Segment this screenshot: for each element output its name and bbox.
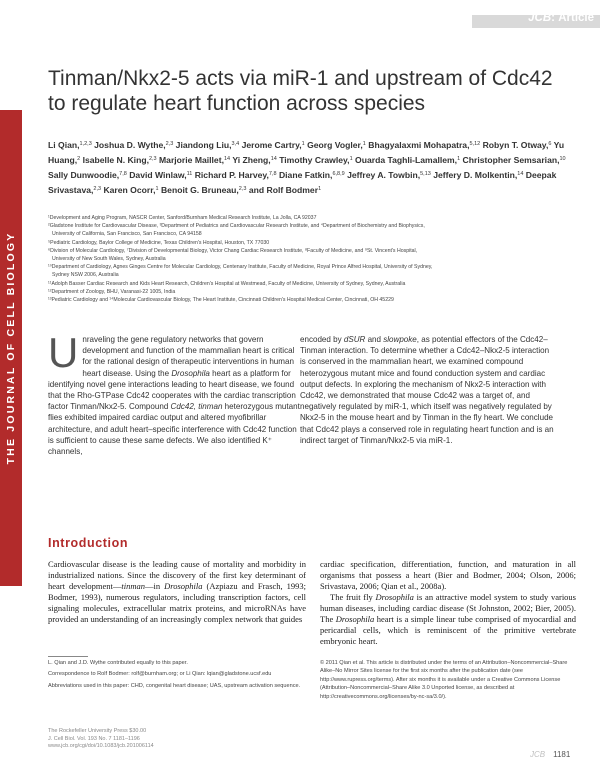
author-name: Isabelle N. King, — [82, 155, 149, 165]
author-affiliation-marker: 5,13 — [420, 171, 431, 177]
author-affiliation-marker: 3,4 — [231, 141, 240, 147]
intro-right-column — [320, 559, 576, 647]
affiliations — [48, 214, 576, 304]
author-name: Deepak Srivastava, — [48, 170, 557, 195]
footnote-abbreviations: Abbreviations used in this paper: CHD, congenital heart disease; UAS, upstream activation sequence. — [48, 682, 301, 689]
author-name: Diane Fatkin, — [278, 170, 333, 180]
author-affiliation-marker: 2,3 — [148, 156, 157, 162]
intro-paragraph: cardiac specification, differentiation, function, and maturation in all organisms that possess a heart (Bier and Bodmer, 2004; Olson, 2006; Srivastava, 2006; Qian et al., 2008a). — [320, 559, 576, 591]
affiliation-line: Sydney NSW 2006, Australia — [52, 272, 119, 279]
author-name: Benoit G. Bruneau, — [160, 185, 239, 195]
author-affiliation-marker: 1 — [457, 156, 461, 162]
author-affiliation-marker: 5,12 — [469, 141, 481, 147]
intro-paragraph — [320, 592, 576, 647]
abstract-dropcap: U — [48, 329, 79, 376]
author-name: Karen Ocorr, — [103, 185, 156, 195]
body-species: Drosophila — [335, 614, 375, 624]
author-name: Ouarda Taghli-Lamallem, — [355, 155, 458, 165]
author-name: Yi Zheng, — [232, 155, 271, 165]
intro-paragraph — [48, 559, 306, 625]
article-type: Article — [558, 12, 594, 24]
page-number: 1181 — [553, 750, 571, 759]
affiliation-line: ¹Development and Aging Program, NASCR Center, Sanford/Burnham Medical Research Institute, La Jolla, CA 92037 — [48, 215, 317, 221]
body-text: (Azpiazu and Frasch, 1993; Bodmer, 1993), numerous regulators, including transcription factors, cell signaling molecules, extracellular matrix proteins, and microRNAs have provided an understanding of an increasingly complex network that guides — [48, 581, 306, 624]
affiliation-line: ⁶Division of Molecular Cardiology, ⁷Division of Developmental Biology, Victor Chang Cardiac Research Institute, ⁸Faculty of Medicine, and ⁹St. Vincent's Hospital, — [48, 247, 418, 254]
footnotes — [48, 659, 304, 693]
author-affiliation-marker: 7,8 — [268, 171, 277, 177]
author-affiliation-marker: 14 — [270, 156, 277, 162]
affiliation-line: ¹¹Adolph Basser Cardiac Research and Kids Heart Research, Children's Hospital at Westmead, Faculty of Medicine, University of Sydney, Sydney, Australia — [48, 280, 406, 287]
author-name: Marjorie Maillet, — [159, 155, 224, 165]
author-name: Timothy Crawley, — [279, 155, 350, 165]
abstract-left-column — [48, 329, 304, 457]
affiliation-line: University of California, San Francisco, San Francisco, CA 94158 — [52, 231, 202, 238]
author-name: Jiandong Liu, — [175, 140, 232, 150]
sidebar-journal-name: THE JOURNAL OF CELL BIOLOGY — [5, 231, 17, 465]
citation-line: J. Cell Biol. Vol. 193 No. 7 1181–1196 — [48, 735, 140, 742]
author-name: Li Qian, — [48, 140, 80, 150]
author-affiliation-marker: 14 — [517, 171, 524, 177]
publisher-info — [48, 728, 248, 751]
abstract-text: and — [365, 335, 384, 344]
page-footer — [530, 750, 570, 759]
intro-left-column — [48, 559, 306, 625]
author-affiliation-marker: 2,3 — [93, 186, 102, 192]
author-affiliation-marker: 7,8 — [119, 171, 127, 177]
journal-header — [470, 12, 594, 24]
affiliation-line: ²Gladstone Institute for Cardiovascular Disease, ³Department of Pediatrics and Cardiovascular Research Institute, and ⁴Department of Biochemistry and Biophysics, — [48, 223, 425, 230]
abstract-text: nraveling the gene regulatory networks that govern development and function of the mammalian heart is critical for the rational design of therapeutic interventions in human heart disease. Using the — [82, 335, 295, 378]
author-name: Jeffrey A. Towbin, — [347, 170, 421, 180]
author-name: Joshua D. Wythe, — [94, 140, 166, 150]
body-text: Cardiovascular disease is the leading cause of mortality and morbidity in industrialized nations. Since the discovery of the first key determinant of heart development— — [48, 559, 306, 591]
license-notice — [320, 659, 576, 701]
abstract-right-column — [300, 334, 556, 446]
journal-abbrev: JCB — [528, 12, 552, 24]
body-species: Drosophila — [164, 581, 203, 591]
body-text: —in — [145, 581, 165, 591]
footnote-rule — [48, 656, 88, 657]
abstract-text: encoded by — [300, 335, 344, 344]
author-affiliation-marker: 2,3 — [165, 141, 174, 147]
footer-journal: JCB — [530, 750, 546, 759]
author-affiliation-marker: 6,8,9 — [332, 171, 345, 177]
abstract-text: , as potential effectors of the Cdc42–Tinman interaction. To determine whether a Cdc42–Nkx2-5 interaction is conserved in the mammalian heart, we examined compound heterozygous mutant mice and found conduction system and cardiac output defects. In exploring the mechanism of Nkx2-5 interaction with Cdc42, we demonstrated that mouse Cdc42 was a target of, and negatively regulated by miR-1, which itself was negatively regulated by Nkx2-5 in the mouse heart and by Tinman in the fly heart. We conclude that Cdc42 plays a conserved role in regulating heart function and is an indirect target of Tinman/Nkx2-5 via miR-1. — [300, 335, 554, 445]
abstract-text: heart as a platform for identifying novel gene interactions leading to heart disease, we found that the Rho-GTPase Cdc42 cooperates with the cardiac transcription factor Tinman/Nkx2-5. Compound — [48, 368, 296, 412]
article-title: Tinman/Nkx2-5 acts via miR-1 and upstream of Cdc42 to regulate heart function across species — [48, 67, 553, 115]
body-text: The fruit fly — [330, 592, 376, 602]
affiliation-line: ¹²Department of Zoology, BHU, Varanasi-22 1005, India — [48, 288, 176, 295]
doi-line: www.jcb.org/cgi/doi/10.1083/jcb.201006114 — [48, 743, 154, 750]
body-text: heart is a simple linear tube comprised of myocardial and pericardial cells, which is reminiscent of the primitive vertebrate embryonic heart. — [320, 614, 577, 646]
author-name: and Rolf Bodmer — [248, 185, 319, 195]
license-text: © 2011 Qian et al. This article is distributed under the terms of an Attribution–Noncommercial–Share Alike–No Mirror Sites license for the first six months after the publication date (see http://www.rupress.org/terms). After six months it is available under a Creative Commons License (Attribution–Noncommercial–Share Alike 3.0 Unported license, as described at http://creativecommons.org/licenses/by-nc-sa/3.0/). — [320, 660, 568, 700]
author-affiliation-marker: 2 — [77, 156, 81, 162]
author-name: Robyn T. Otway, — [482, 140, 549, 150]
publisher-line: The Rockefeller University Press $30.00 — [48, 728, 147, 734]
footnote-correspondence: Correspondence to Rolf Bodmer: rolf@burnham.org; or Li Qian: lqian@gladstone.ucsf.edu — [48, 671, 272, 678]
author-affiliation-marker: 2,3 — [238, 186, 247, 192]
header-separator: : — [551, 12, 555, 24]
body-text: is an attractive model system to study various human diseases, including cardiac disease (St Johnston, 2002; Bier, 2005). The — [320, 592, 576, 624]
footnote-equal-contribution: L. Qian and J.D. Wythe contributed equally to this paper. — [48, 660, 188, 666]
author-affiliation-marker: 6 — [548, 141, 552, 147]
author-list — [48, 137, 568, 197]
abstract-gene: Cdc42, tinman — [170, 402, 223, 412]
body-gene: tinman — [121, 581, 145, 591]
abstract-gene: dSUR — [343, 335, 366, 344]
author-affiliation-marker: 1 — [362, 141, 366, 147]
author-affiliation-marker: 11 — [186, 171, 193, 177]
abstract-text: heterozygous mutant flies exhibited impaired cardiac output and altered myofibrillar architecture, and adult heart–specific interference with Cdc42 function is sufficient to cause these same defects. We also identified K⁺ channels, — [48, 402, 300, 457]
affiliation-line: ⁵Pediatric Cardiology, Baylor College of Medicine, Texas Children's Hospital, Houston, TX 77030 — [48, 239, 270, 246]
author-affiliation-marker: 1 — [349, 156, 353, 162]
author-name: Yu Huang, — [48, 140, 565, 165]
author-name: Sally Dunwoodie, — [48, 170, 120, 180]
author-name: Richard P. Harvey, — [194, 170, 269, 180]
author-name: Jeffery D. Molkentin, — [433, 170, 518, 180]
author-affiliation-marker: 1,2,3 — [79, 141, 92, 147]
body-species: Drosophila — [375, 592, 414, 602]
author-name: Georg Vogler, — [307, 140, 363, 150]
author-name: Jerome Cartry, — [241, 140, 302, 150]
author-name: Bhagyalaxmi Mohapatra, — [368, 140, 470, 150]
abstract-species: Drosophila — [171, 368, 210, 378]
affiliation-line: ¹³Pediatric Cardiology and ¹⁴Molecular Cardiovascular Biology, The Heart Institute, Cincinnati Children's Hospital Medical Center, Cincinnati, OH 45229 — [48, 297, 394, 304]
author-affiliation-marker: 1 — [318, 186, 322, 192]
section-heading-introduction: Introduction — [48, 536, 129, 550]
author-affiliation-marker: 1 — [301, 141, 305, 147]
author-name: Christopher Semsarian, — [462, 155, 560, 165]
affiliation-line: University of New South Wales, Sydney, Australia — [52, 256, 166, 263]
author-affiliation-marker: 1 — [155, 186, 159, 192]
affiliation-line: ¹⁰Department of Cardiology, Agnes Ginges Centre for Molecular Cardiology, Centenary Institute, Faculty of Medicine, Royal Prince Alfred Hospital, University of Sydney, — [48, 264, 433, 271]
author-name: David Winlaw, — [129, 170, 187, 180]
author-affiliation-marker: 14 — [223, 156, 231, 162]
abstract-gene: slowpoke — [383, 335, 417, 344]
author-affiliation-marker: 10 — [559, 156, 566, 162]
